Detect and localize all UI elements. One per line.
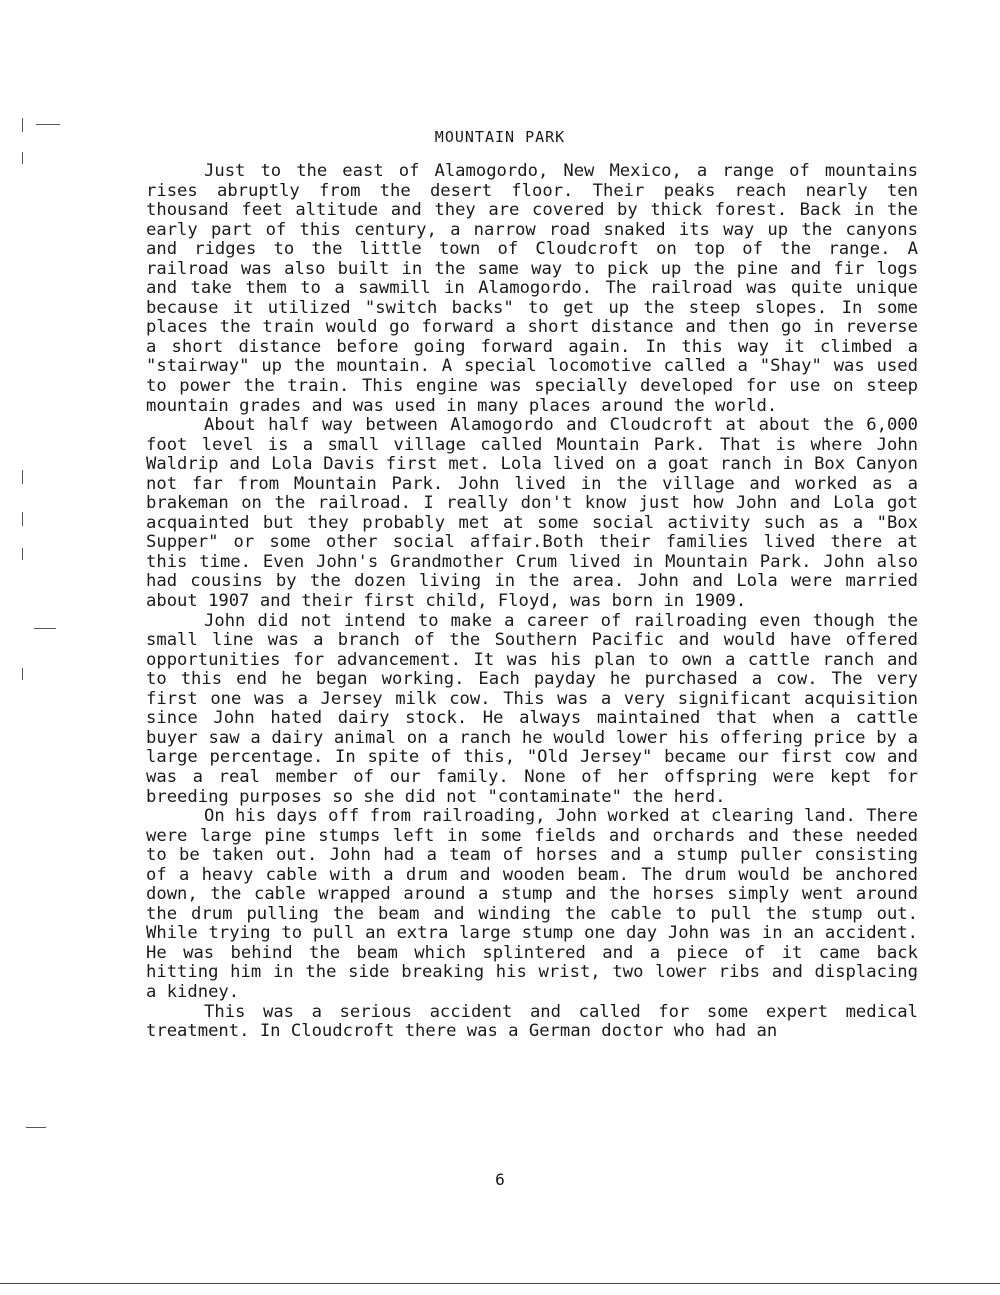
- scan-mark: [34, 628, 56, 629]
- paragraph: This was a serious accident and called for some expert medical treatment. In Cloudcroft there was a German doctor who had an: [146, 1001, 918, 1042]
- page-number: 6: [495, 1170, 505, 1189]
- scan-mark: [26, 1127, 46, 1128]
- scan-mark: [22, 668, 23, 680]
- paragraph: About half way between Alamogordo and Cloudcroft at about the 6,000 foot level is a small village called Mountain Park. That is where John Waldrip and Lola Davis first met. Lola lived on a goat ranch in Box Canyon not far from Mountain Park. John lived in the village and worked as a brakeman on the railroad. I really don't know just how John and Lola got acquainted but they probably met at some social activity such as a "Box Supper" or some other social affair.Both their families lived there at this time. Even John's Grandmother Crum lived in Mountain Park. John also had cousins by the dozen living in the area. John and Lola were married about 1907 and their first child, Floyd, was born in 1909.: [146, 415, 918, 612]
- bottom-edge-line: [0, 1283, 1000, 1284]
- paragraph: On his days off from railroading, John worked at clearing land. There were large pine stumps left in some fields and orchards and these needed to be taken out. John had a team of horses and a stump puller consisting of a heavy cable with a drum and wooden beam. The drum would be anchored down, the cable wrapped around a stump and the horses simply went around the drum pulling the beam and winding the cable to pull the stump out. While trying to pull an extra large stump one day John was in an accident. He was behind the beam which splintered and a piece of it came back hitting him in the side breaking his wrist, two lower ribs and displacing a kidney.: [146, 806, 918, 1002]
- paragraph: Just to the east of Alamogordo, New Mexico, a range of mountains rises abruptly from the desert floor. Their peaks reach nearly ten thousand feet altitude and they are covered by thick forest. Back in the early part of this century, a narrow road snaked its way up the canyons and ridges to the little town of Cloudcroft on top of the range. A railroad was also built in the same way to pick up the pine and fir logs and take them to a sawmill in Alamogordo. The railroad was quite unique because it utilized "switch backs" to get up the steep slopes. In some places the train would go forward a short distance and then go in reverse a short distance before going forward again. In this way it climbed a "stairway" up the mountain. A special locomotive called a "Shay" was used to power the train. This engine was specially developed for use on steep mountain grades and was used in many places around the world.: [146, 161, 918, 416]
- scan-mark: [36, 124, 60, 125]
- scan-mark: [22, 548, 23, 560]
- scan-mark: [22, 152, 23, 164]
- paragraph: John did not intend to make a career of railroading even though the small line was a branch of the Southern Pacific and would have offered opportunities for advancement. It was his plan to own a cattle ranch and to this end he began working. Each payday he purchased a cow. The very first one was a Jersey milk cow. This was a very significant acquisition since John hated dairy stock. He always maintained that when a cattle buyer saw a dairy animal on a ranch he would lower his offering price by a large percentage. In spite of this, "Old Jersey" became our first cow and was a real member of our family. None of her offspring were kept for breeding purposes so she did not "contaminate" the herd.: [146, 610, 918, 807]
- scan-mark: [22, 470, 23, 484]
- scan-mark: [22, 512, 23, 526]
- body-text: [146, 162, 918, 1042]
- page-title: MOUNTAIN PARK: [434, 128, 566, 146]
